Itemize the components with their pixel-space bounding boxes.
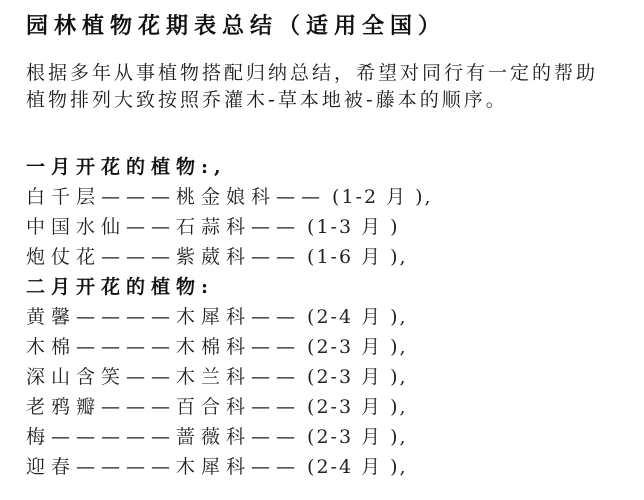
dash-fill: —— [126,366,177,388]
dash-fill: —— [251,246,302,268]
plant-row [26,212,634,242]
dash-fill: ———— [76,306,177,328]
bloom-period: (2-4 月 ), [307,306,408,328]
plant-name: 炮仗花 [26,246,102,268]
dash-fill: ———— [76,456,177,478]
plant-row [26,362,634,392]
intro-line-1: 根据多年从事植物搭配归纳总结，希望对同行有一定的帮助 [26,62,599,84]
dash-fill: —— [251,396,302,418]
plant-name: 白千层 [26,186,102,208]
dash-fill: ————— [51,426,177,448]
bloom-period: (2-3 月 ), [307,396,408,418]
plant-row [26,392,634,422]
dash-fill: ——— [101,246,177,268]
page-title: 园林植物花期表总结（适用全国） [26,14,447,39]
plant-row [26,332,634,362]
dash-fill: —— [276,186,327,208]
intro-paragraph [26,60,634,114]
plant-name: 老鸦瓣 [26,396,102,418]
plant-name: 中国水仙 [26,216,127,238]
intro-line-2: 植物排列大致按照乔灌木-草本地被-藤本的顺序。 [26,89,508,111]
family-name: 木棉科 [176,336,252,358]
dash-fill: —— [251,306,302,328]
plant-row [26,422,634,452]
plant-name: 木棉 [26,336,77,358]
bloom-period: (2-3 月 ), [307,336,408,358]
family-name: 木犀科 [176,306,252,328]
plant-row [26,302,634,332]
family-name: 蔷薇科 [176,426,252,448]
plant-name: 梅 [26,426,52,448]
bloom-period: (1-2 月 ), [332,186,433,208]
family-name: 桃金娘科 [176,186,277,208]
section-heading-january: 一月开花的植物:, [26,156,227,178]
plant-row [26,182,634,212]
section-heading-february: 二月开花的植物: [26,276,215,298]
family-name: 木犀科 [176,456,252,478]
plant-name: 迎春 [26,456,77,478]
dash-fill: ——— [101,186,177,208]
bloom-period: (2-3 月 ), [307,366,408,388]
bloom-period: (1-3 月 ) [307,216,400,238]
dash-fill: —— [251,426,302,448]
bloom-period: (1-6 月 ), [307,246,408,268]
plant-name: 深山含笑 [26,366,127,388]
section-january [26,152,634,272]
plant-row [26,242,634,272]
dash-fill: —— [251,366,302,388]
dash-fill: —— [251,216,302,238]
dash-fill: ———— [76,336,177,358]
dash-fill: —— [251,336,302,358]
section-february [26,272,634,482]
dash-fill: —— [126,216,177,238]
plant-name: 黄馨 [26,306,77,328]
bloom-period: (2-4 月 ), [307,456,408,478]
dash-fill: —— [251,456,302,478]
family-name: 木兰科 [176,366,252,388]
plant-row [26,452,634,482]
bloom-period: (2-3 月 ), [307,426,408,448]
family-name: 百合科 [176,396,252,418]
flower-list [26,152,634,482]
family-name: 石蒜科 [176,216,252,238]
dash-fill: ——— [101,396,177,418]
family-name: 紫葳科 [176,246,252,268]
